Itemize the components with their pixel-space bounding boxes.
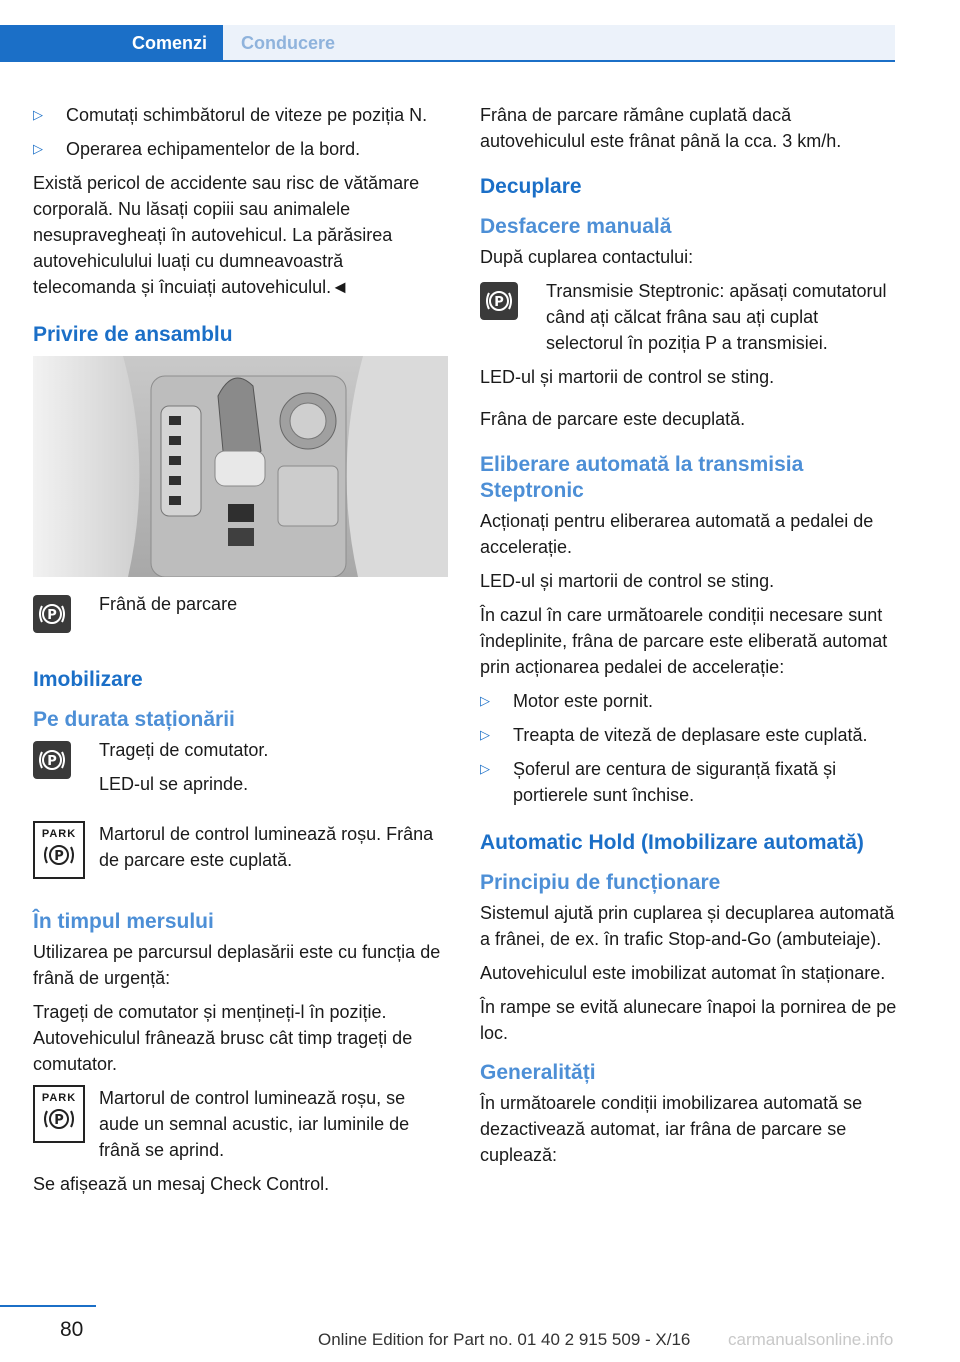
bullet-marker-icon: ▷ <box>33 107 43 122</box>
left-column <box>33 102 450 1205</box>
led-off-text-2: LED-ul și martorii de control se sting. <box>480 571 775 591</box>
principle-paragraph-3: În rampe se evită alunecare înapoi la pornirea de pe loc. <box>480 997 897 1043</box>
park-lit-text: Martorul de control luminează roșu. Frâna de parcare este cuplată. <box>99 824 434 870</box>
heading-while-driving: În timpul mersului <box>33 910 214 933</box>
park-lit-text-2: Martorul de control luminează roșu, se aude un semnal acustic, iar luminile de frână se aprind. <box>99 1088 410 1160</box>
icon-row <box>33 1085 450 1163</box>
list-item-text: Comutați schimbătorul de viteze pe poziția N. <box>66 105 428 125</box>
heading-release: Decuplare <box>480 175 582 198</box>
list-item <box>480 756 900 808</box>
parking-brake-icon <box>33 741 71 779</box>
list-item <box>33 102 450 128</box>
warning-text: Există pericol de accidente sau risc de vătămare corporală. Nu lăsați copiii sau animalele nesupravegheați în autovehicul. La părăsirea autovehiculului luați cu dumneavoastră telecomanda și încuiați autovehiculul.◄ <box>33 173 420 297</box>
tab-comenzi[interactable]: Comenzi <box>0 25 223 62</box>
icon-row <box>33 737 450 805</box>
led-on-text: LED-ul se aprinde. <box>99 774 249 794</box>
park-icon-label: PARK <box>41 828 77 840</box>
parking-brake-icon <box>480 282 518 320</box>
parking-brake-console-photo <box>33 356 448 577</box>
right-column <box>480 102 900 1176</box>
bullet-marker-icon: ▷ <box>33 141 43 156</box>
list-item <box>33 136 450 162</box>
icon-row <box>33 591 450 633</box>
driving-paragraph-2: Trageți de comutator și mențineți-l în poziție. Autovehiculul frânează brusc cât timp trageți de comutator. <box>33 1002 413 1074</box>
general-paragraph-1: În următoarele condiții imobilizarea automată se dezactivează automat, iar frâna de parcare se cuplează: <box>480 1093 863 1165</box>
svg-text:P: P <box>47 608 57 623</box>
svg-text:P: P <box>54 849 64 864</box>
released-text: Frâna de parcare este decuplată. <box>480 409 746 429</box>
steptronic-text: Transmisie Steptronic: apăsați comutatorul când ați călcat frâna sau ați cuplat selectorul în poziția P a transmisiei. <box>546 281 887 353</box>
svg-text:P: P <box>54 1113 64 1128</box>
led-off-text: LED-ul și martorii de control se sting. <box>480 367 775 387</box>
press-pedal-text: Acționați pentru eliberarea automată a pedalei de accelerație. <box>480 511 874 557</box>
heading-general: Generalități <box>480 1061 596 1084</box>
principle-paragraph-1: Sistemul ajută prin cuplarea și decuplarea automată a frânei, de ex. în trafic Stop-and-Go (ambuteiaje). <box>480 903 895 949</box>
bullet-marker-icon: ▷ <box>480 761 490 776</box>
parking-brake-icon <box>33 595 71 633</box>
list-item <box>480 722 900 748</box>
heading-autohold: Automatic Hold (Imobilizare automată) <box>480 831 864 854</box>
list-item-text: Treapta de viteză de deplasare este cuplată. <box>513 725 868 745</box>
header-tabs <box>0 0 895 62</box>
page-number: 80 <box>60 1318 84 1341</box>
park-indicator-icon <box>33 821 85 879</box>
after-ignition-text: După cuplarea contactului: <box>480 247 694 267</box>
heading-immobilizare: Imobilizare <box>33 668 143 691</box>
park-icon-label: PARK <box>41 1092 77 1104</box>
icon-caption: Frână de parcare <box>99 594 238 614</box>
icon-row <box>480 278 900 356</box>
heading-auto-release: Eliberare automată la transmisia Steptronic <box>480 453 804 502</box>
driving-paragraph-1: Utilizarea pe parcursul deplasării este cu funcția de frână de urgență: <box>33 942 441 988</box>
list-item-text: Șoferul are centura de siguranță fixată și portierele sunt închise. <box>513 759 837 805</box>
conditions-text: În cazul în care următoarele condiții necesare sunt îndeplinite, frâna de parcare este eliberată automat prin acționarea pedalei de accelerație: <box>480 605 888 677</box>
heading-overview: Privire de ansamblu <box>33 323 233 346</box>
park-indicator-icon <box>33 1085 85 1143</box>
header-rule <box>0 60 895 62</box>
watermark: carmanualsonline.info <box>728 1330 894 1349</box>
principle-paragraph-2: Autovehiculul este imobilizat automat în staționare. <box>480 963 886 983</box>
pull-switch-text: Trageți de comutator. <box>99 740 269 760</box>
bullet-marker-icon: ▷ <box>480 727 490 742</box>
icon-row <box>33 821 450 879</box>
edition-text: Online Edition for Part no. 01 40 2 915 509 - X/16 <box>318 1330 691 1349</box>
check-control-text: Se afișează un mesaj Check Control. <box>33 1174 330 1194</box>
bullet-marker-icon: ▷ <box>480 693 490 708</box>
tab-conducere[interactable]: Conducere <box>223 25 895 62</box>
svg-text:P: P <box>494 295 504 310</box>
top-paragraph: Frâna de parcare rămâne cuplată dacă autovehiculul este frânat până la cca. 3 km/h. <box>480 105 842 151</box>
list-item-text: Motor este pornit. <box>513 691 654 711</box>
heading-principle: Principiu de funcționare <box>480 871 721 894</box>
heading-manual: Desfacere manuală <box>480 215 672 238</box>
svg-text:P: P <box>47 754 57 769</box>
list-item <box>480 688 900 714</box>
footer-rule <box>0 1305 96 1307</box>
heading-stationary: Pe durata staționării <box>33 708 235 731</box>
list-item-text: Operarea echipamentelor de la bord. <box>66 139 361 159</box>
